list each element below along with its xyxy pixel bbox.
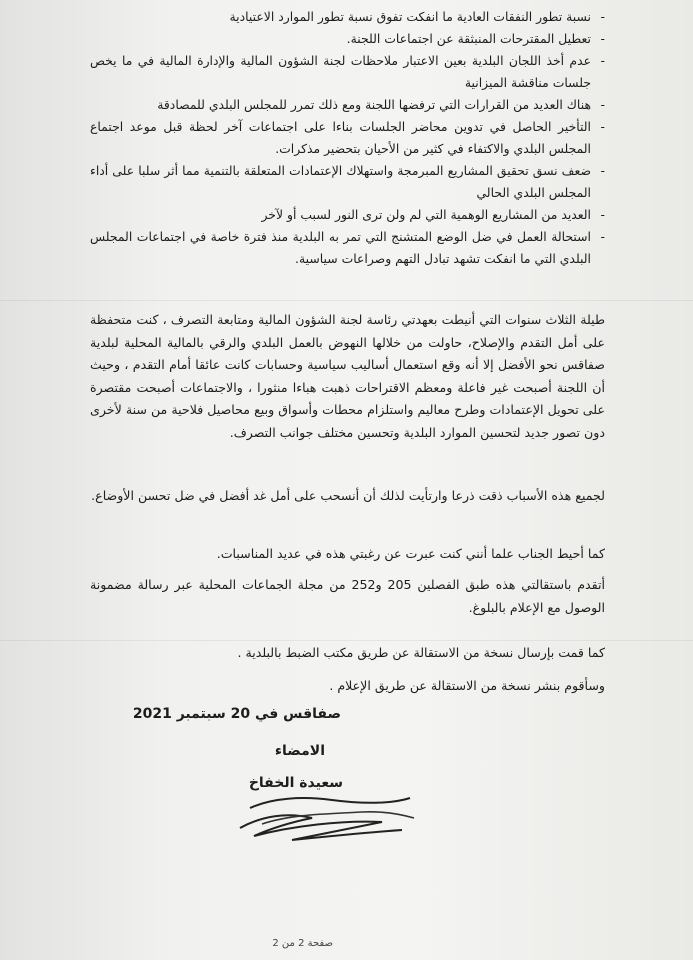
signature-label: الامضاء [274, 743, 325, 759]
signatory-name: سعيدة الخفاخ [248, 775, 343, 791]
paragraph-copy-office: كما قمت بإرسال نسخة من الاستقالة عن طريق مكتب الضبط بالبلدية . [237, 645, 605, 660]
paragraph-tenure: طيلة الثلاث سنوات التي أنيطت بعهدتي رئاسة لجنة الشؤون المالية ومتابعة التصرف ، كنت متحفظة على أمل التقدم والإصلاح، حاولت من خلالها النهوض بالعمل البلدي والرقي بالمالية المحلية لبلدية صفاقس نحو الأفضل إلا أنه وقع استعمال أساليب سياسية وحسابات كانت عائقا أمام التقدم ، وحيث أن اللجنة أصبحت غير فاعلة ومعظم الاقتراحات ذهبت هباءا منثورا ، والاجتماعات أصبحت مقتصرة على تحويل الإعتمادات وطرح معاليم واستلزام محطات وأسواق وبيع محاصيل فلاحية من سنة لأخرى دون تصور جديد لتحسين الموارد البلدية وتحسين مختلف جوانب التصرف. [90, 312, 605, 440]
list-item: - التأخير الحاصل في تدوين محاضر الجلسات بناءا على اجتماعات آخر لحظة قبل موعد اجتماع المجلس البلدي والاكتفاء في كثير من الأحيان بتحضير مذكرات. [90, 116, 605, 160]
paper-fold [0, 640, 693, 641]
list-item: - هناك العديد من القرارات التي ترفضها اللجنة ومع ذلك تمرر للمجلس البلدي للمصادقة [90, 94, 605, 116]
date-line: صفاقس في 20 سبتمبر 2021 [132, 706, 341, 722]
paragraph-reasons-conclusion: لجميع هذه الأسباب ذقت ذرعا وارتأيت لذلك أن أنسحب على أمل غد أفضل في ضل تحسن الأوضاع. [91, 488, 605, 503]
list-item: - ضعف نسق تحقيق المشاريع المبرمجة واستهلاك الإعتمادات المتعلقة بالتنمية مما أثر سلبا على أداء المجلس البلدي الحالي [90, 160, 605, 204]
list-item: - نسبة تطور النفقات العادية ما انفكت تفوق نسبة تطور الموارد الاعتيادية [90, 6, 605, 28]
paragraph-resignation: أتقدم باستقالتي هذه طبق الفصلين 205 و252 من مجلة الجماعات المحلية عبر رسالة مضمونة الوصول مع الإعلام بالبلوغ. [90, 577, 605, 615]
paragraph-copy-media: وسأقوم بنشر نسخة من الاستقالة عن طريق الإعلام . [329, 678, 605, 693]
handwritten-signature [232, 778, 422, 848]
reasons-list [90, 6, 605, 270]
list-item: - استحالة العمل في ضل الوضع المتشنج التي تمر به البلدية منذ فترة خاصة في اجتماعات المجلس البلدي التي ما انفكت تشهد تبادل التهم وصراعات سياسية. [90, 226, 605, 270]
paragraph-notice: كما أحيط الجناب علما أنني كنت عبرت عن رغبتي هذه في عديد المناسبات. [216, 546, 605, 561]
list-item: - العديد من المشاريع الوهمية التي لم ولن ترى النور لسبب أو لآخر [90, 204, 605, 226]
paper-fold [0, 300, 693, 301]
page-number: صفحة 2 من 2 [272, 938, 333, 949]
list-item: - عدم أخذ اللجان البلدية بعين الاعتبار ملاحظات لجنة الشؤون المالية والإدارة المالية في ما يخص جلسات مناقشة الميزانية [90, 50, 605, 94]
list-item: - تعطيل المقترحات المنبثقة عن اجتماعات اللجنة. [90, 28, 605, 50]
